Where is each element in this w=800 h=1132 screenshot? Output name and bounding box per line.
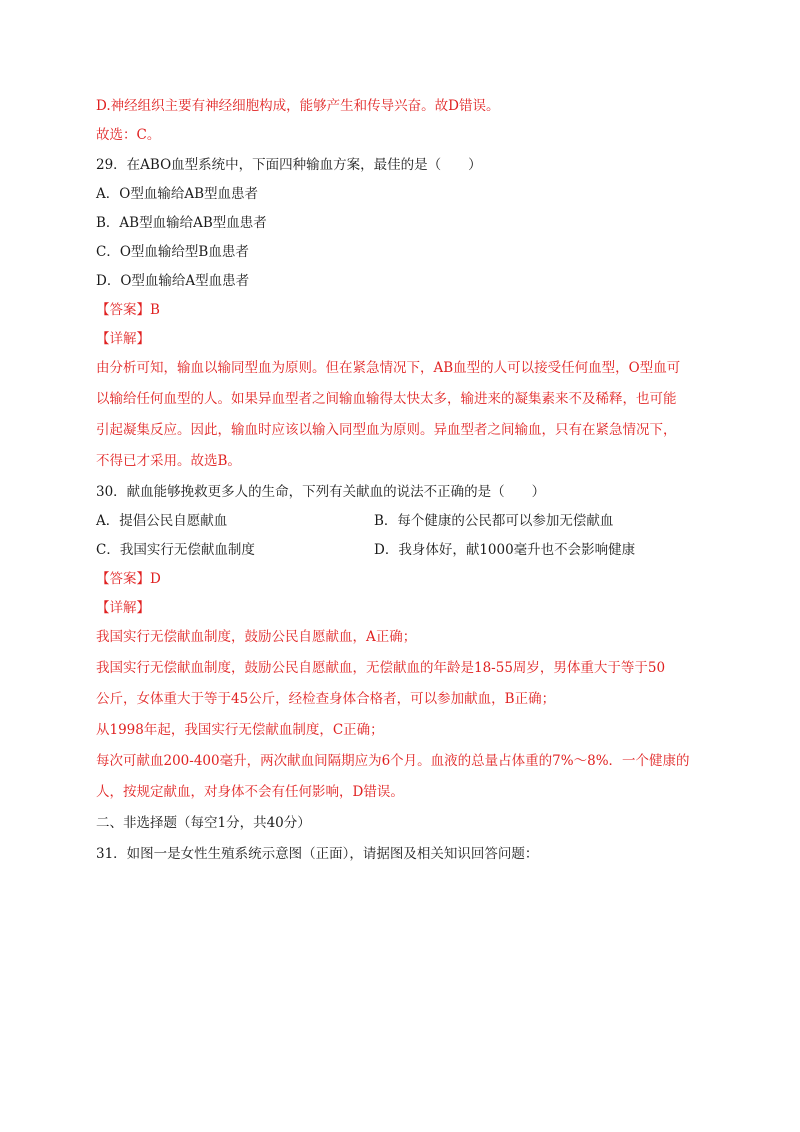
question-29-option-a: A．O型血输给AB型血患者 <box>96 186 258 202</box>
question-29-explanation-line: 由分析可知，输血以输同型血为原则。但在紧急情况下，AB血型的人可以接受任何血型，O型血可 <box>96 360 681 376</box>
question-30-explanation-line: 公斤，女体重大于等于45公斤，经检查身体合格者，可以参加献血，B正确； <box>96 691 556 707</box>
question-29-option-c: C．O型血输给型B血患者 <box>96 244 249 260</box>
question-29-explanation-line: 引起凝集反应。因此，输血时应该以输入同型血为原则。异血型者之间输血，只有在紧急情况下， <box>96 422 677 438</box>
question-30-detail-label: 【详解】 <box>96 600 150 616</box>
question-30-option-c: C．我国实行无偿献血制度 <box>96 542 255 558</box>
question-30-option-a: A．提倡公民自愿献血 <box>96 513 228 529</box>
option-d-explanation: D.神经组织主要有神经细胞构成，能够产生和传导兴奋。故D错误。 <box>96 98 500 114</box>
section-heading: 二、非选择题（每空1分，共40分） <box>96 815 311 831</box>
question-29-answer: 【答案】B <box>96 302 160 318</box>
question-29-option-d: D．O型血输给A型血患者 <box>96 273 250 289</box>
question-30-explanation-line: 我国实行无偿献血制度，鼓励公民自愿献血，A正确； <box>96 629 417 645</box>
question-30-option-b: B．每个健康的公民都可以参加无偿献血 <box>374 513 614 529</box>
question-30-explanation-line: 人，按规定献血，对身体不会有任何影响，D错误。 <box>96 784 404 800</box>
answer-selection: 故选：C。 <box>96 127 161 143</box>
question-30-answer: 【答案】D <box>96 571 161 587</box>
question-30-explanation-line: 每次可献血200-400毫升，两次献血间隔期应为6个月。血液的总量占体重的7%～8%．一个健康的 <box>96 753 690 769</box>
question-29-stem: 29．在ABO血型系统中，下面四种输血方案，最佳的是（ ） <box>96 157 482 173</box>
question-29-explanation-line: 以输给任何血型的人。如果异血型者之间输血输得太快太多，输进来的凝集素来不及稀释，也可能 <box>96 391 677 407</box>
question-29-detail-label: 【详解】 <box>96 331 150 347</box>
question-30-explanation-line: 我国实行无偿献血制度，鼓励公民自愿献血，无偿献血的年龄是18-55周岁，男体重大于等于50 <box>96 660 666 676</box>
question-29-explanation-line: 不得已才采用。故选B。 <box>96 453 241 469</box>
question-31-stem: 31．如图一是女性生殖系统示意图（正面），请据图及相关知识回答问题： <box>96 846 539 862</box>
question-30-stem: 30．献血能够挽救更多人的生命，下列有关献血的说法不正确的是（ ） <box>96 484 546 500</box>
question-30-option-d: D．我身体好，献1000毫升也不会影响健康 <box>374 542 636 558</box>
question-29-option-b: B．AB型血输给AB型血患者 <box>96 215 267 231</box>
question-30-explanation-line: 从1998年起，我国实行无偿献血制度，C正确； <box>96 722 384 738</box>
